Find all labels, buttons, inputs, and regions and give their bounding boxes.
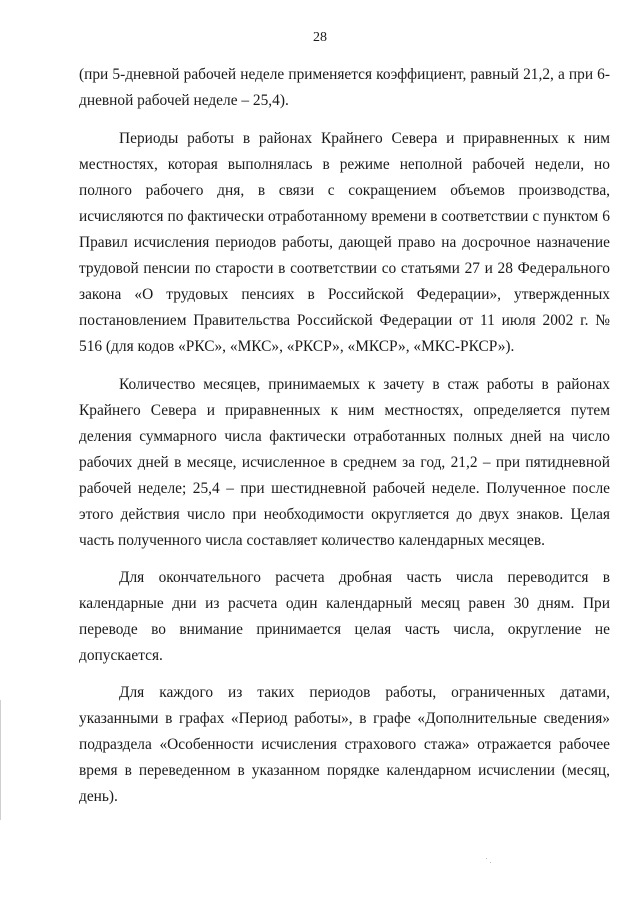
scan-edge-mark [0, 700, 1, 820]
page-number: 28 [313, 30, 327, 45]
document-body [79, 62, 610, 810]
paragraph-far-north-periods: Периоды работы в районах Крайнего Севера и приравненных к ним местностях, которая выполнялась в режиме неполной рабочей недели, но полного рабочего дня, в связи с сокращением объемов производства, исчисляются по фактически отработанному времени в соответствии с пунктом 6 Правил исчисления периодов работы, дающей право на досрочное назначение трудовой пенсии по старости в соответствии со статьями 27 и 28 Федерального закона «О трудовых пенсиях в Российской Федерации», утвержденных постановлением Правительства Российской Федерации от 11 июля 2002 г. № 516 (для кодов «РКС», «МКС», «РКСР», «МКСР», «МКС-РКСР»). [79, 130, 610, 355]
scan-dust [486, 858, 487, 859]
paragraph-continuation: (при 5-дневной рабочей неделе применяется коэффициент, равный 21,2, а при 6-дневной рабочей неделе – 25,4). [79, 66, 610, 109]
paragraph-months-calculation: Количество месяцев, принимаемых к зачету в стаж работы в районах Крайнего Севера и приравненных к ним местностях, определяется путем деления суммарного числа фактически отработанных полных дней на число рабочих дней в месяце, исчисленное в среднем за год, 21,2 – при пятидневной рабочей неделе; 25,4 – при шестидневной рабочей неделе. Полученное после этого действия число при необходимости округляется до двух знаков. Целая часть полученного числа составляет количество календарных месяцев. [79, 376, 610, 549]
paragraph-fraction-conversion: Для окончательного расчета дробная часть числа переводится в календарные дни из расчета один календарный месяц равен 30 дням. При переводе во внимание принимается целая часть числа, округление не допускается. [79, 569, 610, 664]
scan-dust [490, 862, 491, 863]
paragraph-additional-info: Для каждого из таких периодов работы, ограниченных датами, указанными в графах «Период работы», в графе «Дополнительные сведения» подраздела «Особенности исчисления страхового стажа» отражается рабочее время в переведенном в указанном порядке календарном исчислении (месяц, день). [79, 684, 610, 805]
